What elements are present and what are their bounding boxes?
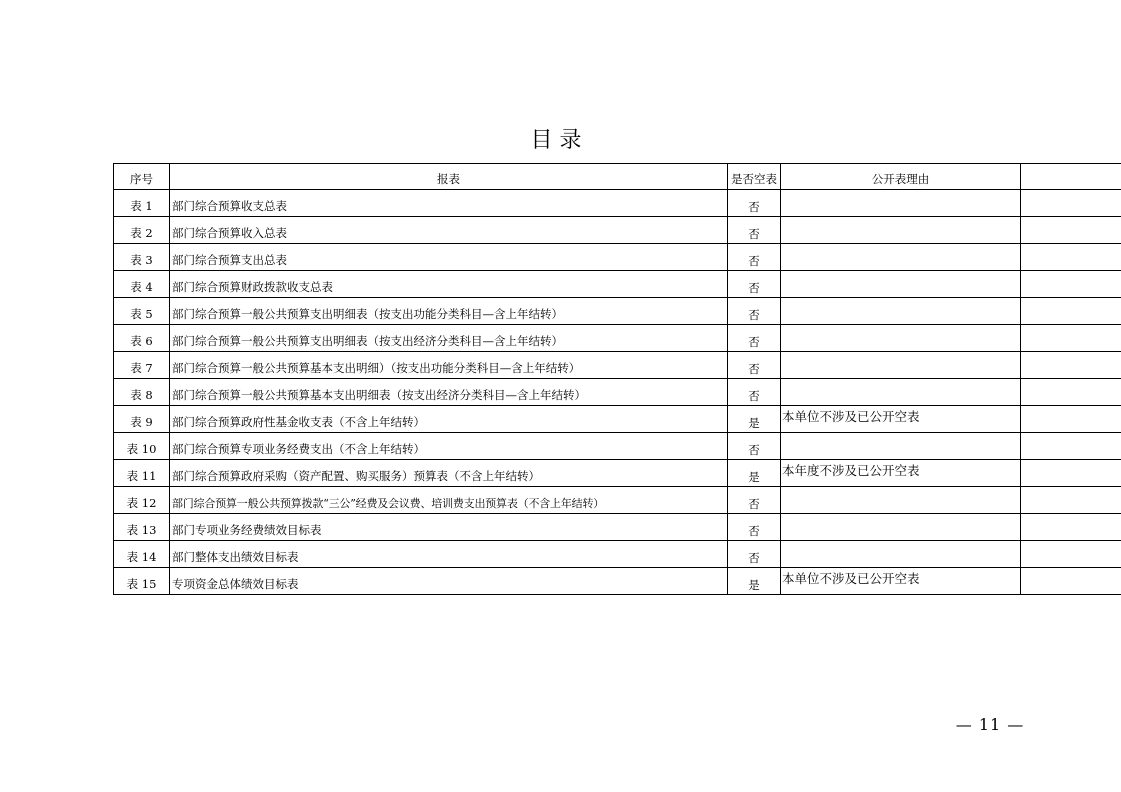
extra-cell: [1021, 433, 1121, 460]
is-empty-value: 否: [728, 352, 781, 379]
extra-cell: [1021, 190, 1121, 217]
is-empty-value: 否: [728, 487, 781, 514]
report-name: 部门综合预算一般公共预算基本支出明细表（按支出经济分类科目—含上年结转）: [170, 379, 728, 406]
reason-value: [781, 244, 1021, 271]
reason-value: [781, 487, 1021, 514]
extra-cell: [1021, 244, 1121, 271]
page-title: 目 录: [530, 128, 582, 153]
row-number: 表 4: [114, 271, 170, 298]
row-number: 表 9: [114, 406, 170, 433]
reason-value: 本单位不涉及已公开空表: [781, 568, 1021, 595]
table-row: [114, 190, 1121, 217]
extra-cell: [1021, 514, 1121, 541]
report-name: 部门综合预算一般公共预算支出明细表（按支出功能分类科目—含上年结转）: [170, 298, 728, 325]
extra-cell: [1021, 487, 1121, 514]
is-empty-value: 否: [728, 379, 781, 406]
row-number: 表 10: [114, 433, 170, 460]
row-number: 表 6: [114, 325, 170, 352]
is-empty-value: 否: [728, 325, 781, 352]
header-reason: 公开表理由: [781, 164, 1021, 190]
is-empty-value: 否: [728, 190, 781, 217]
report-name: 部门综合预算政府性基金收支表（不含上年结转）: [170, 406, 728, 433]
reason-value: [781, 541, 1021, 568]
report-name: 部门综合预算收支总表: [170, 190, 728, 217]
report-name: 部门综合预算政府采购（资产配置、购买服务）预算表（不含上年结转）: [170, 460, 728, 487]
header-is-empty: 是否空表: [728, 164, 781, 190]
reason-value: [781, 379, 1021, 406]
extra-cell: [1021, 568, 1121, 595]
report-name: 部门综合预算一般公共预算拨款“三公”经费及会议费、培训费支出预算表（不含上年结转）: [170, 487, 728, 514]
is-empty-value: 否: [728, 514, 781, 541]
row-number: 表 8: [114, 379, 170, 406]
extra-cell: [1021, 406, 1121, 433]
extra-cell: [1021, 271, 1121, 298]
is-empty-value: 否: [728, 244, 781, 271]
report-name: 部门整体支出绩效目标表: [170, 541, 728, 568]
extra-cell: [1021, 298, 1121, 325]
row-number: 表 15: [114, 568, 170, 595]
reason-value: [781, 190, 1021, 217]
table-row: [114, 406, 1121, 433]
table-row: [114, 379, 1121, 406]
row-number: 表 11: [114, 460, 170, 487]
table-row: [114, 352, 1121, 379]
reason-value: [781, 325, 1021, 352]
header-extra: [1021, 164, 1121, 190]
report-name: 部门综合预算专项业务经费支出（不含上年结转）: [170, 433, 728, 460]
table-row: [114, 433, 1121, 460]
table-row: [114, 568, 1121, 595]
extra-cell: [1021, 217, 1121, 244]
reason-value: [781, 514, 1021, 541]
table-row: [114, 325, 1121, 352]
reason-value: [781, 298, 1021, 325]
is-empty-value: 是: [728, 406, 781, 433]
header-no: 序号: [114, 164, 170, 190]
table-row: [114, 487, 1121, 514]
extra-cell: [1021, 379, 1121, 406]
row-number: 表 5: [114, 298, 170, 325]
is-empty-value: 否: [728, 541, 781, 568]
extra-cell: [1021, 325, 1121, 352]
row-number: 表 13: [114, 514, 170, 541]
row-number: 表 12: [114, 487, 170, 514]
table-row: [114, 460, 1121, 487]
extra-cell: [1021, 541, 1121, 568]
extra-cell: [1021, 352, 1121, 379]
is-empty-value: 是: [728, 460, 781, 487]
report-name: 部门综合预算收入总表: [170, 217, 728, 244]
reason-value: [781, 352, 1021, 379]
header-name: 报表: [170, 164, 728, 190]
report-name: 部门综合预算财政拨款收支总表: [170, 271, 728, 298]
reason-value: [781, 217, 1021, 244]
report-name: 部门专项业务经费绩效目标表: [170, 514, 728, 541]
is-empty-value: 否: [728, 298, 781, 325]
report-name: 部门综合预算支出总表: [170, 244, 728, 271]
table-row: [114, 217, 1121, 244]
table-row: [114, 541, 1121, 568]
reason-value: [781, 271, 1021, 298]
extra-cell: [1021, 460, 1121, 487]
reason-value: 本单位不涉及已公开空表: [781, 406, 1021, 433]
is-empty-value: 否: [728, 271, 781, 298]
table-row: [114, 298, 1121, 325]
report-name: 专项资金总体绩效目标表: [170, 568, 728, 595]
row-number: 表 7: [114, 352, 170, 379]
table-row: [114, 514, 1121, 541]
row-number: 表 2: [114, 217, 170, 244]
table-header-row: [114, 164, 1121, 190]
is-empty-value: 是: [728, 568, 781, 595]
row-number: 表 3: [114, 244, 170, 271]
report-name: 部门综合预算一般公共预算支出明细表（按支出经济分类科目—含上年结转）: [170, 325, 728, 352]
is-empty-value: 否: [728, 217, 781, 244]
table-row: [114, 244, 1121, 271]
reason-value: [781, 433, 1021, 460]
row-number: 表 1: [114, 190, 170, 217]
is-empty-value: 否: [728, 433, 781, 460]
row-number: 表 14: [114, 541, 170, 568]
report-name: 部门综合预算一般公共预算基本支出明细）（按支出功能分类科目—含上年结转）: [170, 352, 728, 379]
reason-value: 本年度不涉及已公开空表: [781, 460, 1021, 487]
table-row: [114, 271, 1121, 298]
toc-table: [113, 163, 1121, 595]
page-number: — 11 —: [955, 715, 1025, 734]
